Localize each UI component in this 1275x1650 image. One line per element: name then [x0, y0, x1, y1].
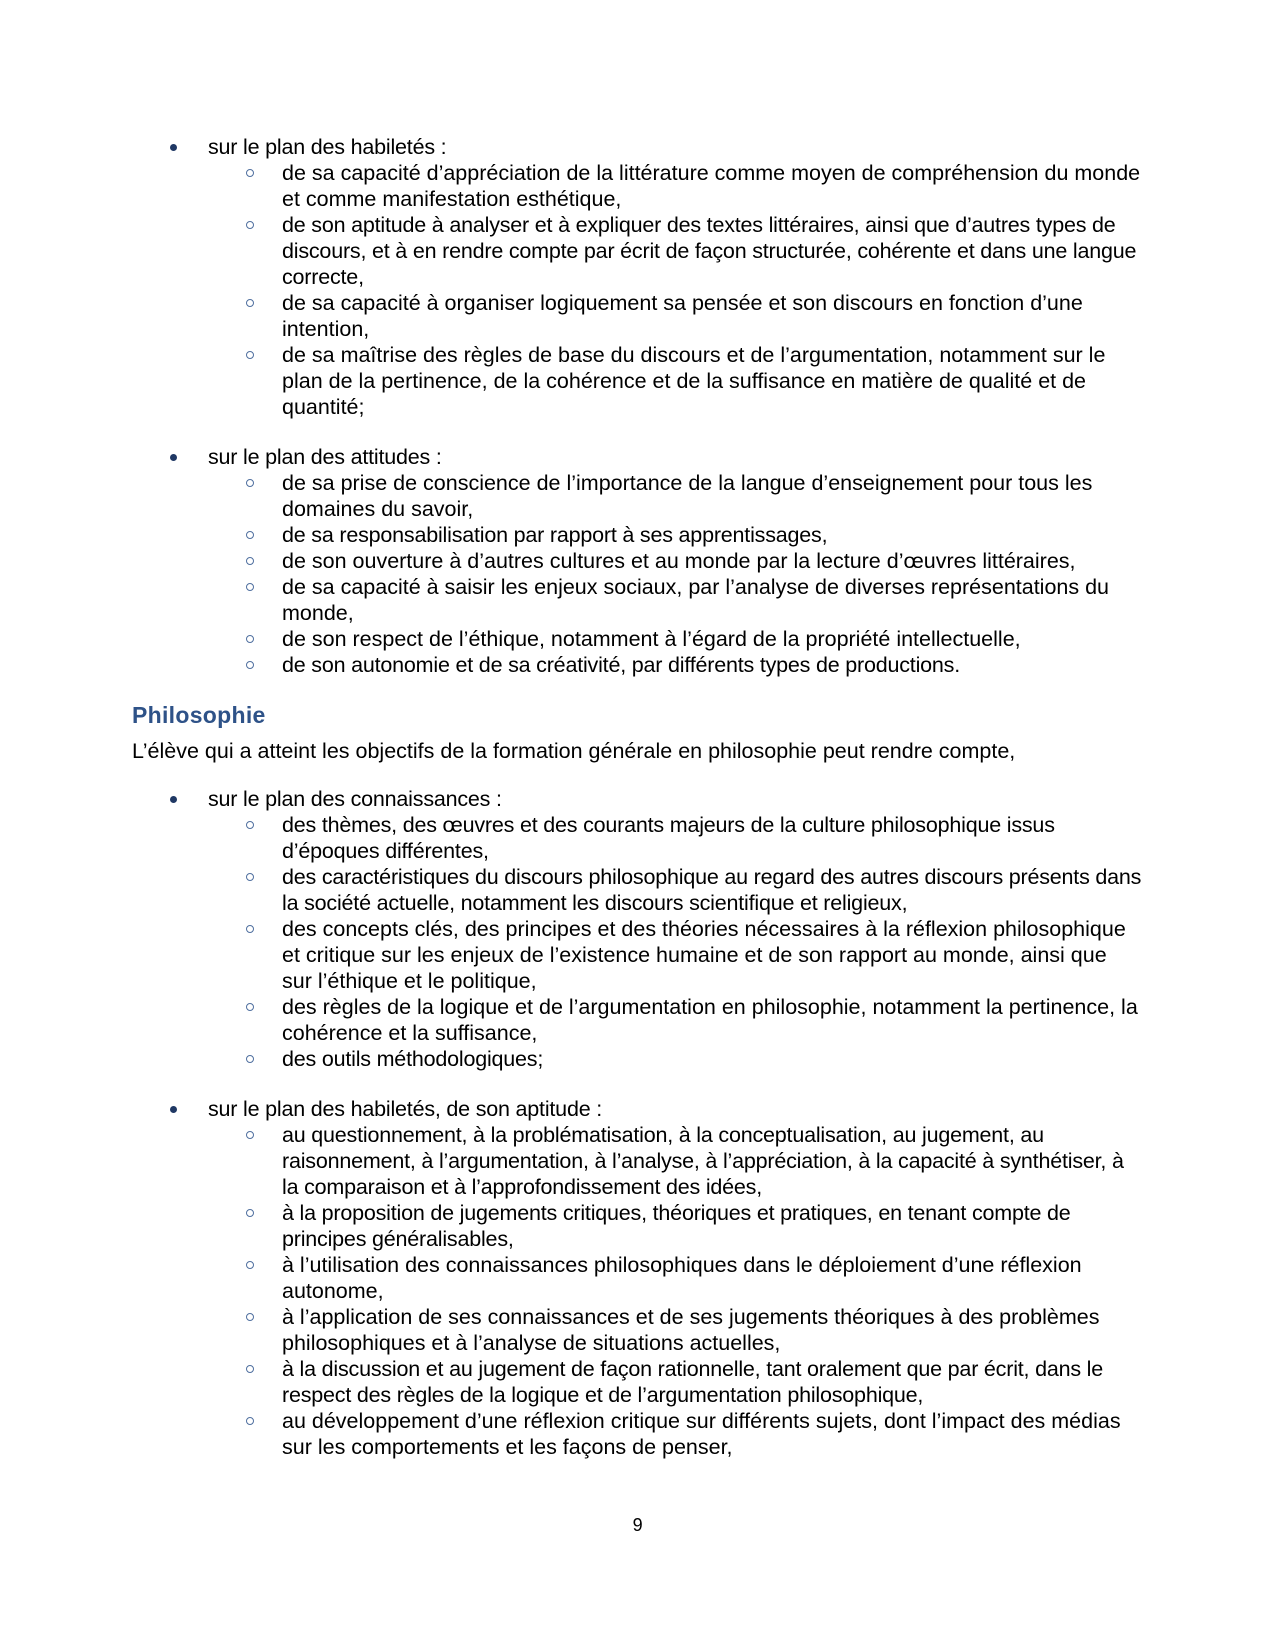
sub-bullet-item: à la discussion et au jugement de façon rationnelle, tant oralement que par écrit, dans le respect des règles de la logique et de l’argumentation philosophique,	[132, 1356, 1142, 1408]
connaissances-group	[132, 786, 1142, 1072]
circle-bullet-icon	[246, 1131, 254, 1139]
habiletes-group	[132, 134, 1142, 420]
circle-bullet-icon	[246, 821, 254, 829]
sub-bullet-item: des thèmes, des œuvres et des courants majeurs de la culture philosophique issus d’époques différentes,	[132, 812, 1142, 864]
page-content	[132, 134, 1142, 1460]
page-number: 9	[632, 1515, 643, 1535]
circle-bullet-icon	[246, 1261, 254, 1269]
bullet-item: sur le plan des habiletés, de son aptitude :	[132, 1096, 1142, 1122]
circle-bullet-icon	[246, 1209, 254, 1217]
sub-bullet-item: au développement d’une réflexion critique sur différents sujets, dont l’impact des médias sur les comportements et les façons de penser,	[132, 1408, 1142, 1460]
circle-bullet-icon	[246, 661, 254, 669]
circle-bullet-icon	[246, 221, 254, 229]
circle-bullet-icon	[246, 925, 254, 933]
sub-bullet-item: au questionnement, à la problématisation, à la conceptualisation, au jugement, au raisonnement, à l’argumentation, à l’analyse, à l’appréciation, à la capacité à synthétiser, à la comparaison et à l’approfondissement des idées,	[132, 1122, 1142, 1200]
bullet-item: sur le plan des attitudes :	[132, 444, 1142, 470]
sub-bullet-item: des concepts clés, des principes et des théories nécessaires à la réflexion philosophique et critique sur les enjeux de l’existence humaine et de son rapport au monde, ainsi que sur l’éthique et le politique,	[132, 916, 1142, 994]
circle-bullet-icon	[246, 1003, 254, 1011]
attitudes-group	[132, 444, 1142, 678]
sub-bullet-item: de sa capacité à saisir les enjeux sociaux, par l’analyse de diverses représentations du monde,	[132, 574, 1142, 626]
circle-bullet-icon	[246, 557, 254, 565]
circle-bullet-icon	[246, 169, 254, 177]
sub-bullet-item: de sa responsabilisation par rapport à ses apprentissages,	[132, 522, 1142, 548]
circle-bullet-icon	[246, 299, 254, 307]
circle-bullet-icon	[246, 351, 254, 359]
sub-bullet-item: à l’utilisation des connaissances philosophiques dans le déploiement d’une réflexion autonome,	[132, 1252, 1142, 1304]
circle-bullet-icon	[246, 1055, 254, 1063]
bullet-dot-icon	[170, 454, 177, 461]
circle-bullet-icon	[246, 635, 254, 643]
sub-bullet-item: de son autonomie et de sa créativité, par différents types de productions.	[132, 652, 1142, 678]
sub-bullet-item: des caractéristiques du discours philosophique au regard des autres discours présents dans la société actuelle, notamment les discours scientifique et religieux,	[132, 864, 1142, 916]
sub-bullet-item: de son respect de l’éthique, notamment à l’égard de la propriété intellectuelle,	[132, 626, 1142, 652]
circle-bullet-icon	[246, 1313, 254, 1321]
bullet-dot-icon	[170, 796, 177, 803]
sub-bullet-item: de sa maîtrise des règles de base du discours et de l’argumentation, notamment sur le plan de la pertinence, de la cohérence et de la suffisance en matière de qualité et de quantité;	[132, 342, 1142, 420]
habiletes-philo-group	[132, 1096, 1142, 1460]
circle-bullet-icon	[246, 1417, 254, 1425]
spacer	[132, 420, 1142, 444]
sub-bullet-item: des règles de la logique et de l’argumentation en philosophie, notamment la pertinence, la cohérence et la suffisance,	[132, 994, 1142, 1046]
sub-bullet-item: des outils méthodologiques;	[132, 1046, 1142, 1072]
bullet-item: sur le plan des habiletés :	[132, 134, 1142, 160]
bullet-item: sur le plan des connaissances :	[132, 786, 1142, 812]
circle-bullet-icon	[246, 583, 254, 591]
sub-bullet-item: de sa capacité d’appréciation de la littérature comme moyen de compréhension du monde et comme manifestation esthétique,	[132, 160, 1142, 212]
section-heading-philosophie: Philosophie	[132, 702, 266, 728]
circle-bullet-icon	[246, 873, 254, 881]
circle-bullet-icon	[246, 479, 254, 487]
sub-bullet-item: de sa capacité à organiser logiquement sa pensée et son discours en fonction d’une intention,	[132, 290, 1142, 342]
section-intro: L’élève qui a atteint les objectifs de la formation générale en philosophie peut rendre compte,	[132, 739, 1016, 763]
circle-bullet-icon	[246, 1365, 254, 1373]
sub-bullet-item: de sa prise de conscience de l’importance de la langue d’enseignement pour tous les domaines du savoir,	[132, 470, 1142, 522]
sub-bullet-item: à l’application de ses connaissances et de ses jugements théoriques à des problèmes philosophiques et à l’analyse de situations actuelles,	[132, 1304, 1142, 1356]
sub-bullet-item: à la proposition de jugements critiques, théoriques et pratiques, en tenant compte de principes généralisables,	[132, 1200, 1142, 1252]
sub-bullet-item: de son aptitude à analyser et à expliquer des textes littéraires, ainsi que d’autres types de discours, et à en rendre compte par écrit de façon structurée, cohérente et dans une langue correcte,	[132, 212, 1142, 290]
circle-bullet-icon	[246, 531, 254, 539]
sub-bullet-item: de son ouverture à d’autres cultures et au monde par la lecture d’œuvres littéraires,	[132, 548, 1142, 574]
bullet-dot-icon	[170, 144, 177, 151]
bullet-dot-icon	[170, 1106, 177, 1113]
spacer	[132, 1072, 1142, 1096]
